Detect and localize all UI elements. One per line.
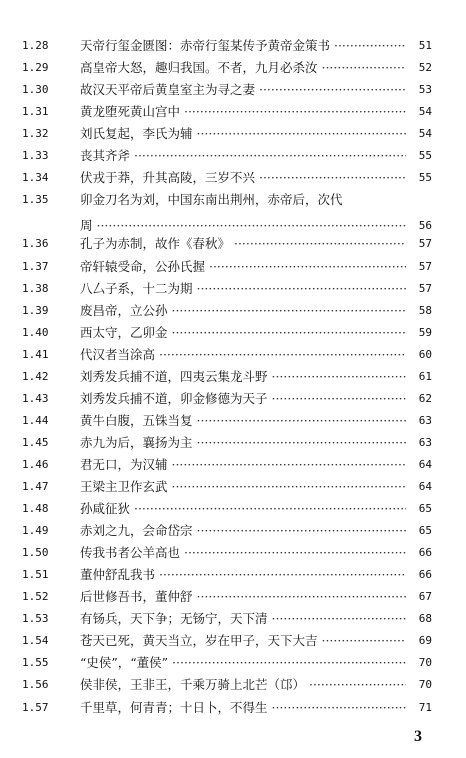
- section-number: 1.42: [22, 369, 49, 383]
- section-number: 1.37: [22, 259, 49, 273]
- section-number: 1.34: [22, 171, 49, 185]
- page-ref: 69: [406, 631, 432, 651]
- section-number: 1.50: [22, 546, 49, 560]
- section-number: 1.36: [22, 237, 49, 251]
- entry-title: 黄牛白腹，五铢当复 ·····: [80, 411, 432, 431]
- toc-entry: [0, 323, 466, 343]
- entry-title: 废昌帝，立公孙 ·····: [80, 301, 432, 321]
- toc-entry: [0, 345, 466, 365]
- toc-entry: [0, 543, 466, 563]
- section-number: 1.29: [22, 61, 49, 75]
- toc-entry: [0, 477, 466, 497]
- entry-title: 刘氏复起，李氏为辅 ·····: [80, 124, 432, 144]
- page-ref: 51: [406, 36, 432, 56]
- page-ref: 53: [406, 80, 432, 100]
- section-number: 1.51: [22, 568, 49, 582]
- section-number: 1.52: [22, 590, 49, 604]
- toc-entry: [0, 168, 466, 188]
- page-ref: 64: [406, 455, 432, 475]
- toc-entry: [0, 609, 466, 629]
- entry-title: 君无口，为汉辅 ·····: [80, 455, 432, 475]
- page-ref: 71: [406, 698, 432, 718]
- entry-title: 天帝行玺金匮图：赤帝行玺某传予黄帝金策书 ·····: [80, 36, 432, 56]
- page-ref: 66: [406, 565, 432, 585]
- entry-title: 孔子为赤制，故作《春秋》 ·····: [80, 234, 432, 254]
- page-ref: 61: [406, 367, 432, 387]
- toc-entry: [0, 234, 466, 254]
- toc-entry: [0, 698, 466, 718]
- toc-entry: [0, 499, 466, 519]
- page-ref: 65: [406, 499, 432, 519]
- toc-entry: [0, 521, 466, 541]
- page-ref: 62: [406, 389, 432, 409]
- page-ref: 56: [406, 216, 432, 236]
- toc-entry: [0, 411, 466, 431]
- page-ref: 54: [406, 124, 432, 144]
- entry-title: 代汉者当涂高 ·····: [80, 345, 432, 365]
- entry-title: 帝轩辕受命，公孙氏握 ·····: [80, 257, 432, 277]
- section-number: 1.56: [22, 678, 49, 692]
- entry-title: 孙咸征狄 ·····: [80, 499, 432, 519]
- toc-entry: [0, 279, 466, 299]
- page-ref: 57: [406, 234, 432, 254]
- page-ref: 66: [406, 543, 432, 563]
- toc-entry: [0, 389, 466, 409]
- section-number: 1.38: [22, 281, 49, 295]
- page-ref: 63: [406, 433, 432, 453]
- entry-title: 刘秀发兵捕不道，四夷云集龙斗野 ·····: [80, 367, 432, 387]
- entry-title: “史侯”，“董侯” ·····: [80, 653, 432, 673]
- toc-entry: [0, 80, 466, 100]
- section-number: 1.46: [22, 457, 49, 471]
- section-number: 1.33: [22, 149, 49, 163]
- entry-title: 传我书者公羊高也 ·····: [80, 543, 432, 563]
- page-ref: 59: [406, 323, 432, 343]
- toc-entry: [0, 675, 466, 695]
- entry-title: 董仲舒乱我书 ·····: [80, 565, 432, 585]
- page-ref: 54: [406, 102, 432, 122]
- section-number: 1.31: [22, 105, 49, 119]
- page-number: 3: [414, 728, 422, 745]
- section-number: 1.44: [22, 413, 49, 427]
- page-ref: 52: [406, 58, 432, 78]
- section-number: 1.41: [22, 347, 49, 361]
- section-number: 1.48: [22, 502, 49, 516]
- page-ref: 68: [406, 609, 432, 629]
- toc-entry: [0, 257, 466, 277]
- section-number: 1.40: [22, 325, 49, 339]
- toc-entry: [0, 455, 466, 475]
- entry-title-continuation: 周 ·····: [80, 216, 432, 236]
- page-ref: 67: [406, 587, 432, 607]
- entry-title: 有钖兵，天下争；无钖宁，天下清 ·····: [80, 609, 432, 629]
- section-number: 1.32: [22, 127, 49, 141]
- entry-title: 赤九为后，襄扬为主 ·····: [80, 433, 432, 453]
- entry-title: 黄龙堕死黄山宫中 ·····: [80, 102, 432, 122]
- section-number: 1.45: [22, 435, 49, 449]
- section-number: 1.30: [22, 83, 49, 97]
- toc-entry: [0, 190, 466, 210]
- page-ref: 57: [406, 257, 432, 277]
- entry-title: 卯金刀名为刘，中国东南出荆州，赤帝后，次代: [80, 192, 343, 208]
- page-ref: 57: [406, 279, 432, 299]
- entry-title: 丧其齐斧 ·····: [80, 146, 432, 166]
- entry-title: 西太守，乙卯金 ·····: [80, 323, 432, 343]
- page-ref: 70: [406, 653, 432, 673]
- page-ref: 65: [406, 521, 432, 541]
- toc-entry: [0, 301, 466, 321]
- section-number: 1.35: [22, 193, 49, 207]
- toc-entry: [0, 102, 466, 122]
- page-ref: 55: [406, 168, 432, 188]
- toc-entry: [0, 36, 466, 56]
- toc-entry: [0, 124, 466, 144]
- page-ref: 70: [406, 675, 432, 695]
- entry-title: 八厶子系，十二为期 ·····: [80, 279, 432, 299]
- toc-entry: [0, 631, 466, 651]
- entry-title: 后世修吾书，董仲舒 ·····: [80, 587, 432, 607]
- toc-entry: [0, 587, 466, 607]
- section-number: 1.55: [22, 656, 49, 670]
- toc-entry-continuation: [0, 216, 466, 236]
- toc-entry: [0, 433, 466, 453]
- page-ref: 55: [406, 146, 432, 166]
- section-number: 1.53: [22, 612, 49, 626]
- section-number: 1.49: [22, 524, 49, 538]
- section-number: 1.39: [22, 303, 49, 317]
- toc-entry: [0, 565, 466, 585]
- entry-title: 千里草，何青青；十日卜，不得生 ·····: [80, 698, 432, 718]
- section-number: 1.57: [22, 700, 49, 714]
- page-ref: 58: [406, 301, 432, 321]
- section-number: 1.28: [22, 39, 49, 52]
- entry-title: 王梁主卫作玄武 ·····: [80, 477, 432, 497]
- page-ref: 63: [406, 411, 432, 431]
- toc-entry: [0, 146, 466, 166]
- entry-title: 伏戎于莽，升其高陵，三岁不兴 ·····: [80, 168, 432, 188]
- section-number: 1.54: [22, 634, 49, 648]
- entry-title: 高皇帝大怒，趣归我国。不者，九月必杀汝 ·····: [80, 58, 432, 78]
- entry-title: 故汉天平帝后黄皇室主为寻之妻 ·····: [80, 80, 432, 100]
- toc-entry: [0, 367, 466, 387]
- section-number: 1.47: [22, 480, 49, 493]
- entry-title: 侯非侯，王非王，千乘万骑上北芒（邙） ·····: [80, 675, 432, 695]
- section-number: 1.43: [22, 391, 49, 405]
- entry-title: 赤刘之九，会命岱宗 ·····: [80, 521, 432, 541]
- toc-entry: [0, 58, 466, 78]
- page-ref: 60: [406, 345, 432, 365]
- toc-entry: [0, 653, 466, 673]
- entry-title: 苍天已死，黄天当立，岁在甲子，天下大吉 ·····: [80, 631, 432, 651]
- entry-title: 刘秀发兵捕不道，卯金修德为天子 ·····: [80, 389, 432, 409]
- page-ref: 64: [406, 477, 432, 497]
